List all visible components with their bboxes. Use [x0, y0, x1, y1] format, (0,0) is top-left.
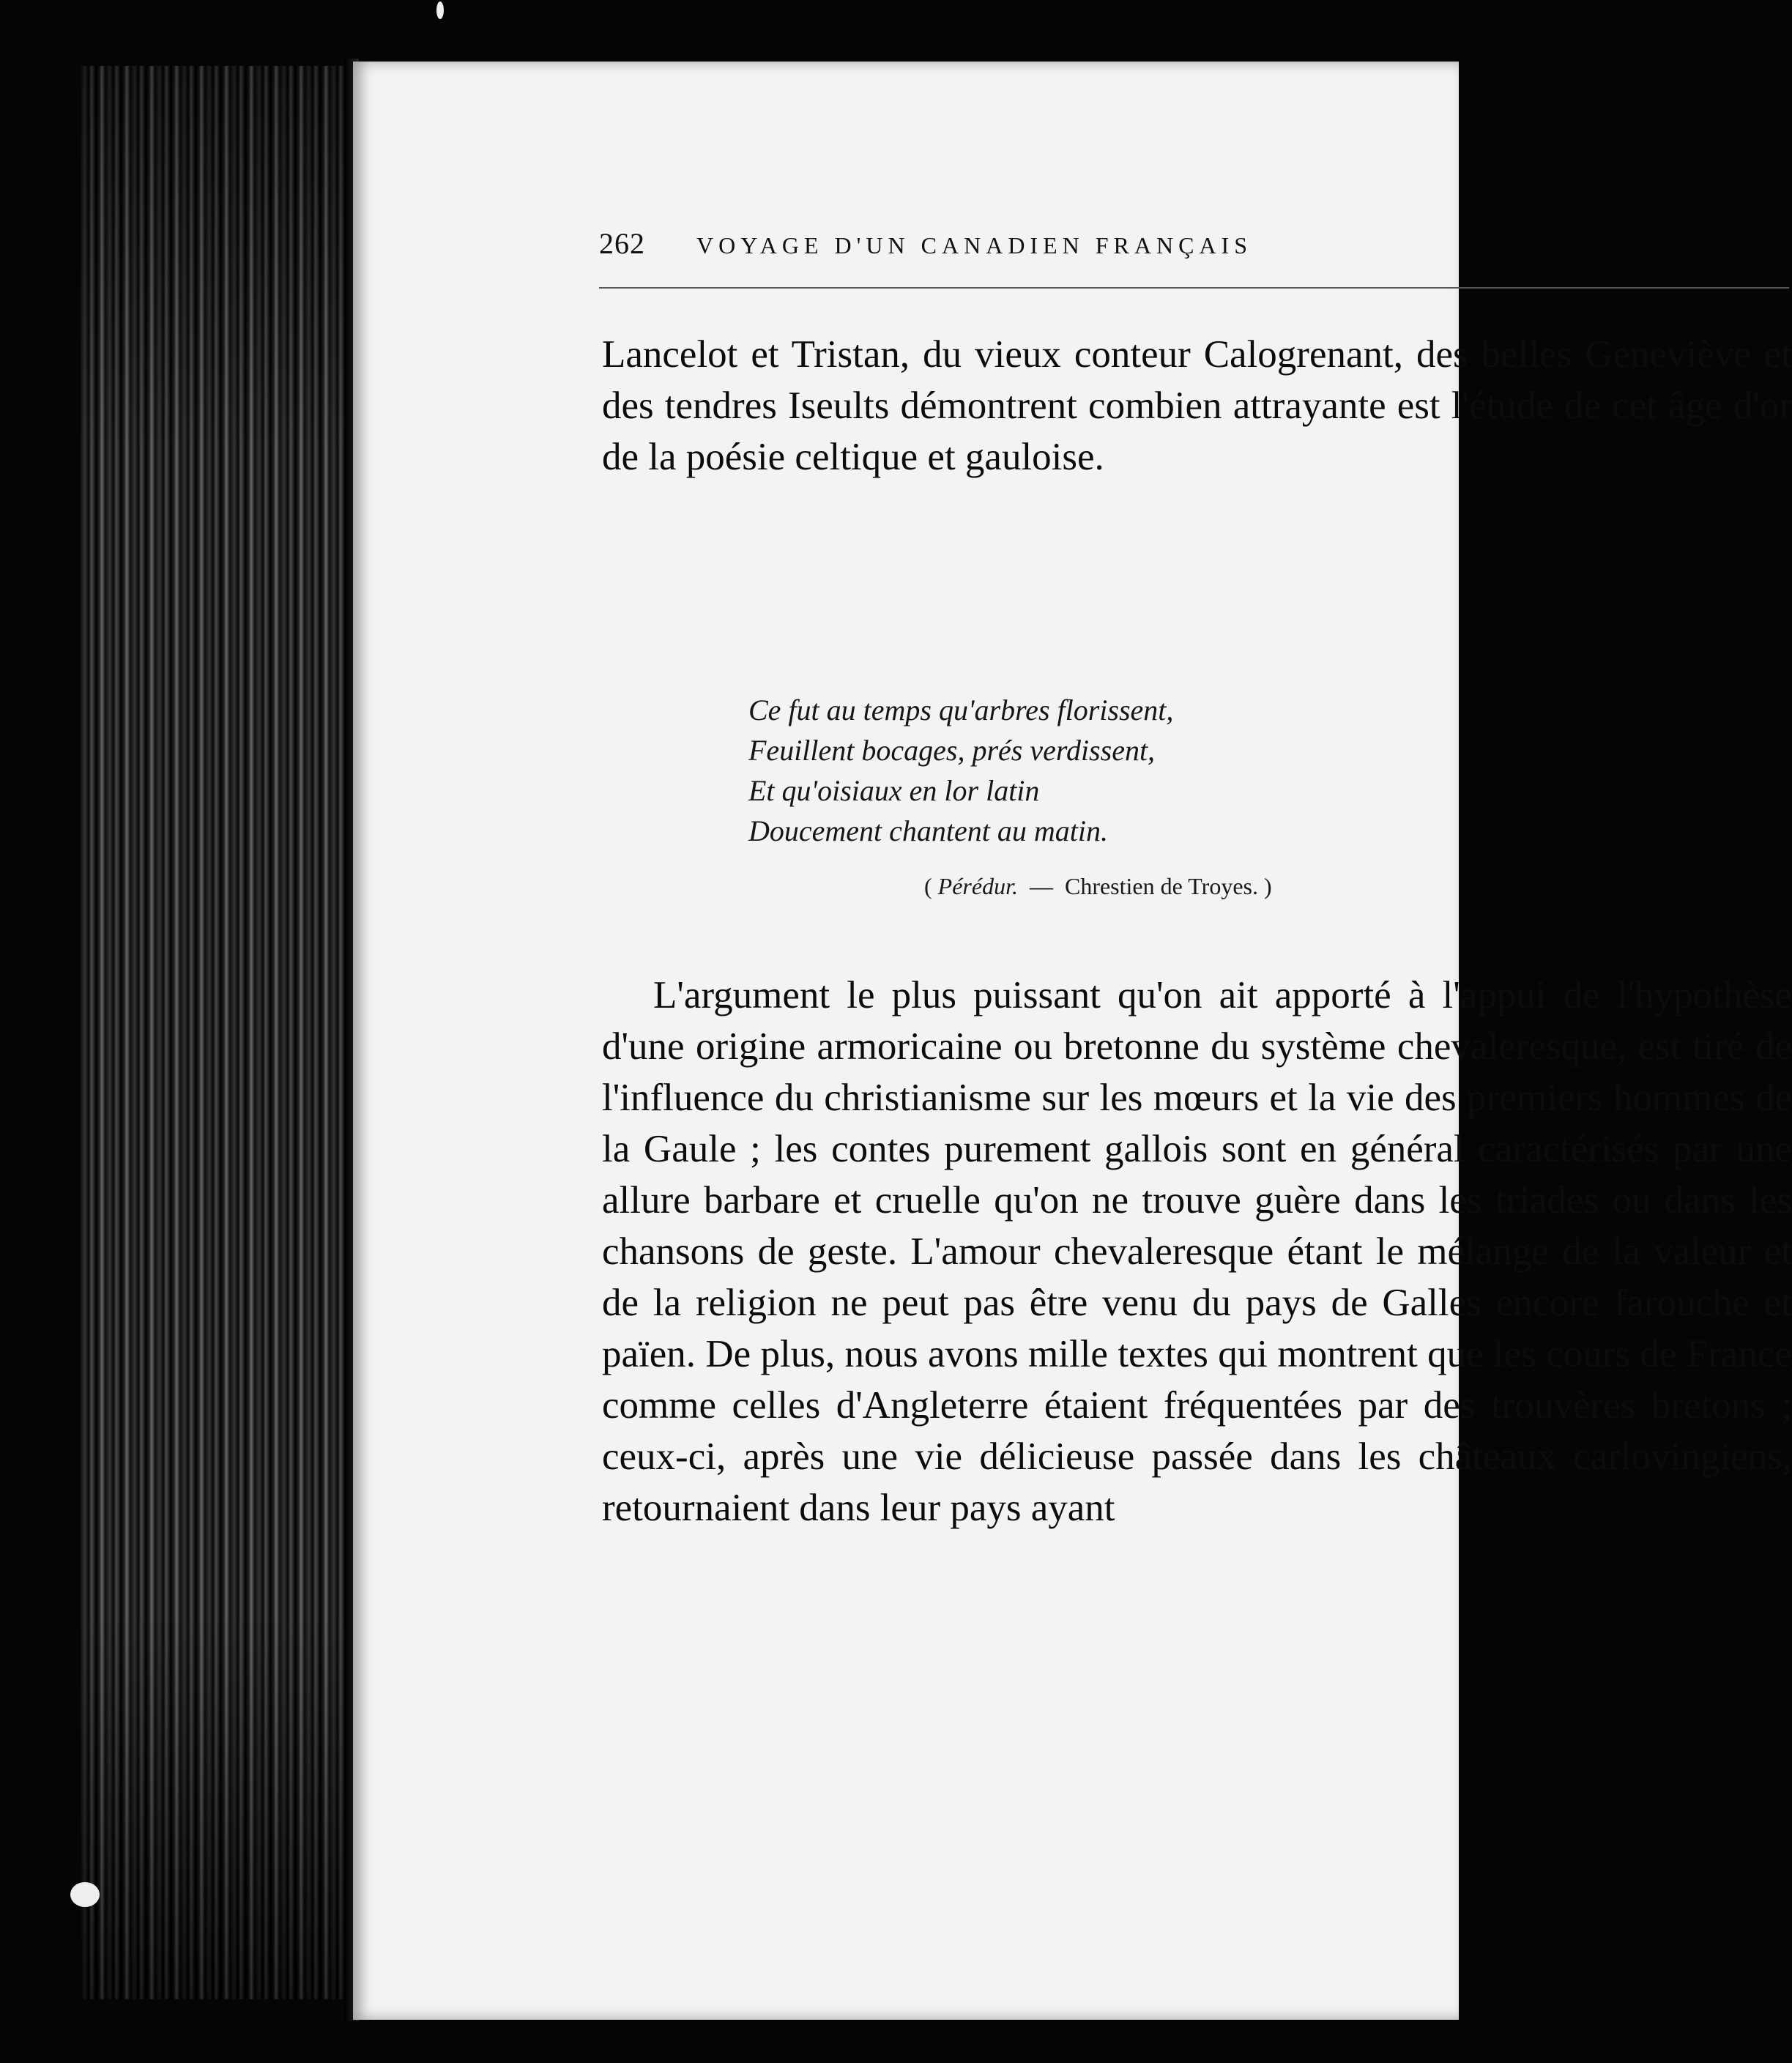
header-rule	[599, 287, 1789, 289]
verse-line: Doucement chantent au matin.	[748, 814, 1108, 847]
book-page	[353, 62, 1792, 2020]
citation-close: )	[1263, 873, 1272, 899]
paragraph-2: L'argument le plus puissant qu'on ait apporté à l'appui de l'hypothèse d'une origine armoricaine ou bretonne du système chevaleresque, est tiré de l'influence du christianisme sur les mœurs et la vie des premiers hommes de la Gaule ; les contes purement gallois sont en général caractérisés par une allure barbare et cruelle qu'on ne trouve guère dans les triades ou dans les chansons de geste. L'amour chevaleresque étant le mélange de la valeur et de la religion ne peut pas être venu du pays de Galles encore farouche et païen. De plus, nous avons mille textes qui montrent que les cours de France comme celles d'Angleterre étaient fréquentées par des trouvères bretons ; ceux-ci, après une vie délicieuse passée dans les châteaux carlovingiens, retournaient dans leur pays ayant	[602, 974, 1792, 1529]
citation-author: Chrestien de Troyes.	[1064, 873, 1258, 899]
verse-citation	[924, 873, 1730, 900]
running-title: VOYAGE D'UN CANADIEN FRANÇAIS	[696, 232, 1252, 259]
paragraph-1: Lancelot et Tristan, du vieux conteur Calogrenant, des belles Geneviève et des tendres Iseults démontrent combien attrayante est l'étude de cet âge d'or de la poésie celtique et gauloise.	[602, 333, 1792, 478]
citation-work: Pérédur.	[937, 873, 1018, 899]
verse-line: Feuillent bocages, prés verdissent,	[748, 734, 1156, 767]
scan-speck	[70, 1882, 100, 1907]
citation-open: (	[924, 873, 932, 899]
verse-line: Et qu'oisiaux en lor latin	[748, 774, 1040, 807]
verse-line: Ce fut au temps qu'arbres florissent,	[748, 694, 1174, 726]
scan-speck	[436, 1, 444, 19]
verse-quotation	[748, 690, 1451, 851]
citation-dash: —	[1029, 873, 1053, 899]
page-header	[599, 226, 1733, 261]
book-page-edges	[81, 66, 352, 1999]
page-number: 262	[599, 227, 645, 260]
